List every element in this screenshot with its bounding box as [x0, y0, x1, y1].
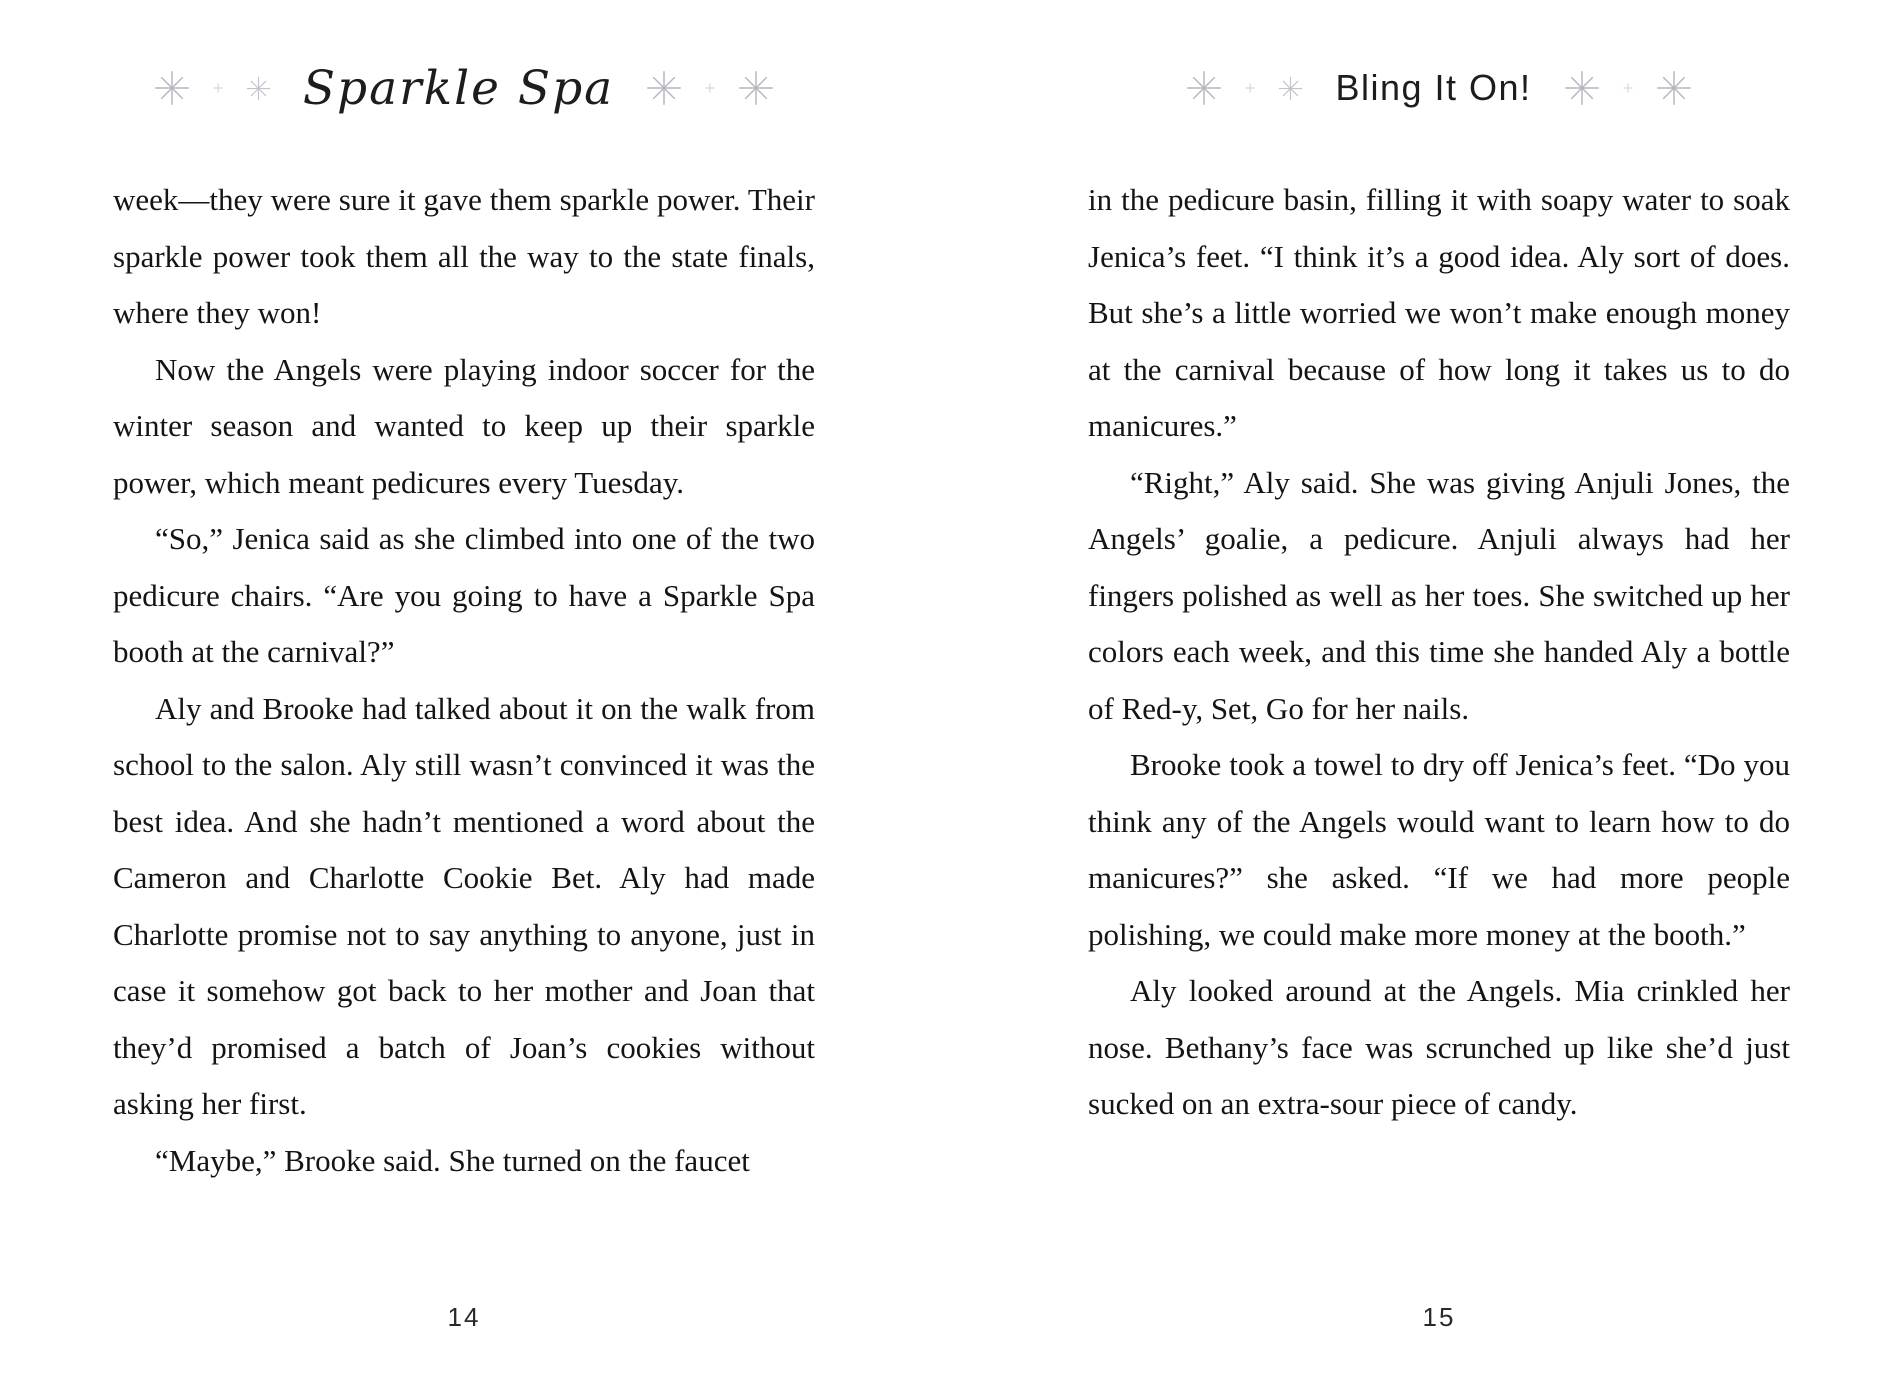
body-text-left: [113, 172, 815, 1189]
page-number: 14: [447, 1302, 481, 1332]
paragraph: “Maybe,” Brooke said. She turned on the faucet: [155, 1142, 750, 1178]
paragraph: Brooke took a towel to dry off Jenica’s feet. “Do you think any of the Angels would want to learn how to do manicures?” she asked. “If we had more people polishing, we could make more money at the booth.”: [1088, 747, 1790, 952]
page-number: 15: [1422, 1302, 1456, 1332]
sparkle-star-icon: [1564, 70, 1600, 106]
sparkle-star-icon: [1186, 70, 1222, 106]
paragraph: Now the Angels were playing indoor soccer for the winter season and wanted to keep up their sparkle power, which meant pedicures every Tuesday.: [113, 351, 815, 500]
paragraph: in the pedicure basin, filling it with soapy water to soak Jenica’s feet. “I think it’s a good idea. Aly sort of does. But she’s a little worried we won’t make enough money at the carnival because of how long it takes us to do manicures.”: [1088, 182, 1790, 443]
running-head-left: [113, 46, 815, 130]
sparkle-star-icon: [154, 70, 190, 106]
paragraph: “Right,” Aly said. She was giving Anjuli Jones, the Angels’ goalie, a pedicure. Anjuli always had her fingers polished as well as her toes. She switched up her colors each week, and this time she handed Aly a bottle of Red-y, Set, Go for her nails.: [1088, 464, 1790, 726]
paragraph: Aly and Brooke had talked about it on the walk from school to the salon. Aly still wasn’t convinced it was the best idea. And she hadn’t mentioned a word about the Cameron and Charlotte Cookie Bet. Aly had made Charlotte promise not to say anything to anyone, just in case it somehow got back to her mother and Joan that they’d promised a batch of Joan’s cookies without asking her first.: [113, 690, 815, 1121]
sparkle-star-icon: [1278, 76, 1303, 101]
right-page: [938, 0, 1876, 1396]
sparkle-star-icon: [212, 82, 224, 94]
book-title: Sparkle Spa: [302, 60, 615, 116]
left-page: [0, 0, 938, 1396]
sparkle-star-icon: [646, 70, 682, 106]
sparkle-star-icon: [246, 76, 271, 101]
sparkle-star-icon: [704, 82, 716, 94]
sparkle-star-icon: [1622, 82, 1634, 94]
chapter-title: Bling It On!: [1335, 67, 1532, 108]
sparkle-star-icon: [738, 70, 774, 106]
paragraph: “So,” Jenica said as she climbed into one of the two pedicure chairs. “Are you going to have a Sparkle Spa booth at the carnival?”: [113, 521, 815, 669]
body-text-right: [1088, 172, 1790, 1133]
running-head-right: [1088, 46, 1790, 130]
sparkle-star-icon: [1656, 70, 1692, 106]
sparkle-star-icon: [1244, 82, 1256, 94]
paragraph: Aly looked around at the Angels. Mia crinkled her nose. Bethany’s face was scrunched up like she’d just sucked on an extra-sour piece of candy.: [1088, 973, 1790, 1121]
paragraph: week—they were sure it gave them sparkle power. Their sparkle power took them all the way to the state finals, where they won!: [113, 182, 815, 330]
